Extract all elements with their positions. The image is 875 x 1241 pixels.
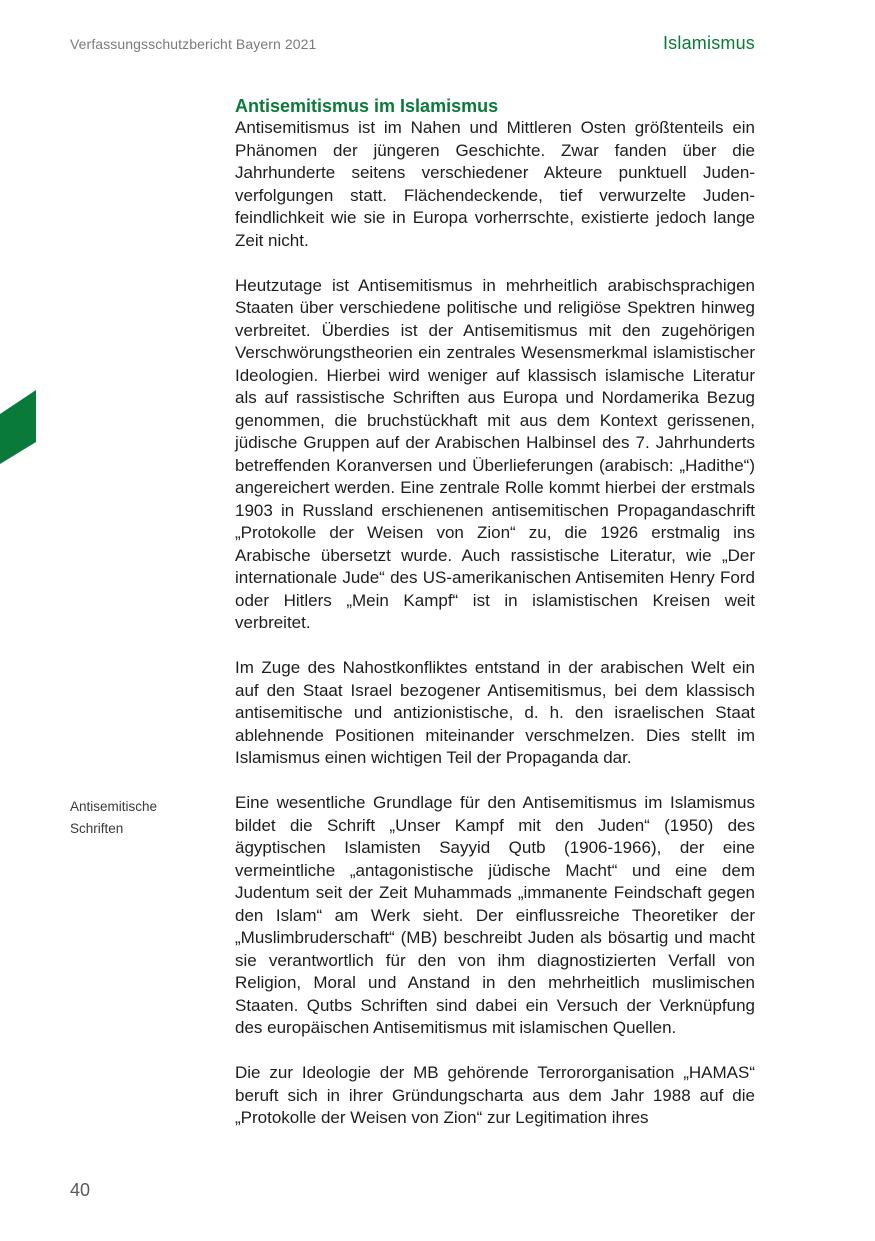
section-title: Antisemitismus im Islamismus <box>235 96 499 116</box>
margin-note <box>70 796 210 840</box>
paragraph-2: Heutzutage ist Antisemitismus in mehrheitlich arabischsprachigen Staaten über verschiedene politische und religiöse Spektren hinweg verbreitet. Überdies ist der Antisemitismus mit den zugehörigen Verschwörungstheorien ein zentrales Wesensmerkmal islamistischer Ideologien. Hierbei wird weniger auf klassisch islamische Literatur als auf rassistische Schriften aus Europa und Nordamerika Bezug genommen, die bruchstückhaft mit aus dem Kontext gerissenen, jüdische Gruppen auf der Arabischen Halbinsel des 7. Jahrhunderts betreffenden Koranversen und Überlieferungen (arabisch: „Hadithe“) angereichert werden. Eine zentrale Rolle kommt hierbei der erstmals 1903 in Russland erschienenen antisemitischen Propagandaschrift „Protokolle der Weisen von Zion“ zu, die 1926 erstmalig ins Arabische übersetzt wurde. Auch rassistische Literatur, wie „Der internationale Jude“ des US-amerikanischen Antisemiten Henry Ford oder Hitlers „Mein Kampf“ ist in islamistischen Kreisen weit verbreitet. <box>235 275 755 632</box>
paragraph-1: Antisemitismus ist im Nahen und Mittleren Osten größtenteils ein Phänomen der jüngeren Geschichte. Zwar fanden über die Jahrhunderte seitens verschiedener Akteure punktuell Judenverfolgungen statt. Flächendeckende, tief verwurzelte Judenfeindlichkeit wie sie in Europa vorherrschte, existierte jedoch lange Zeit nicht. <box>235 118 755 250</box>
chapter-tab-marker <box>0 390 36 464</box>
running-head: Verfassungsschutzbericht Bayern 2021 <box>70 36 317 52</box>
margin-note-line-1: Antisemitische <box>70 799 158 814</box>
main-content <box>235 95 755 1152</box>
paragraph-5: Die zur Ideologie der MB gehörende Terrororganisation „HAMAS“ beruft sich in ihrer Gründungscharta aus dem Jahr 1988 auf die „Protokolle der Weisen von Zion“ zur Legitimation ihres <box>235 1063 755 1127</box>
paragraph-3: Im Zuge des Nahostkonfliktes entstand in der arabischen Welt ein auf den Staat Israel bezogener Antisemitismus, bei dem klassisch antisemitische und antizionistische, d. h. den israelischen Staat ablehnende Positionen miteinander verschmelzen. Dies stellt im Islamismus einen wichtigen Teil der Propaganda dar. <box>235 658 755 767</box>
paragraph-4: Eine wesentliche Grundlage für den Antisemitismus im Islamismus bildet die Schrift „Unser Kampf mit den Juden“ (1950) des ägyptischen Islamisten Sayyid Qutb (1906-1966), der eine vermeintliche „antagonistische jüdische Macht“ und eine dem Judentum seit der Zeit Muhammads „immanente Feindschaft gegen den Islam“ am Werk sieht. Der einflussreiche Theoretiker der „Muslimbruderschaft“ (MB) beschreibt Juden als bösartig und macht sie verantwortlich für den von ihm diagnostizierten Verfall von Religion, Moral und Anstand in den mehrheitlich muslimischen Staaten. Qutbs Schriften sind dabei ein Versuch der Verknüpfung des europäischen Antisemitismus mit islamischen Quellen. <box>235 793 755 1037</box>
page-number: 40 <box>70 1180 91 1200</box>
chapter-title: Islamismus <box>662 33 755 53</box>
margin-note-line-2: Schriften <box>70 821 124 836</box>
